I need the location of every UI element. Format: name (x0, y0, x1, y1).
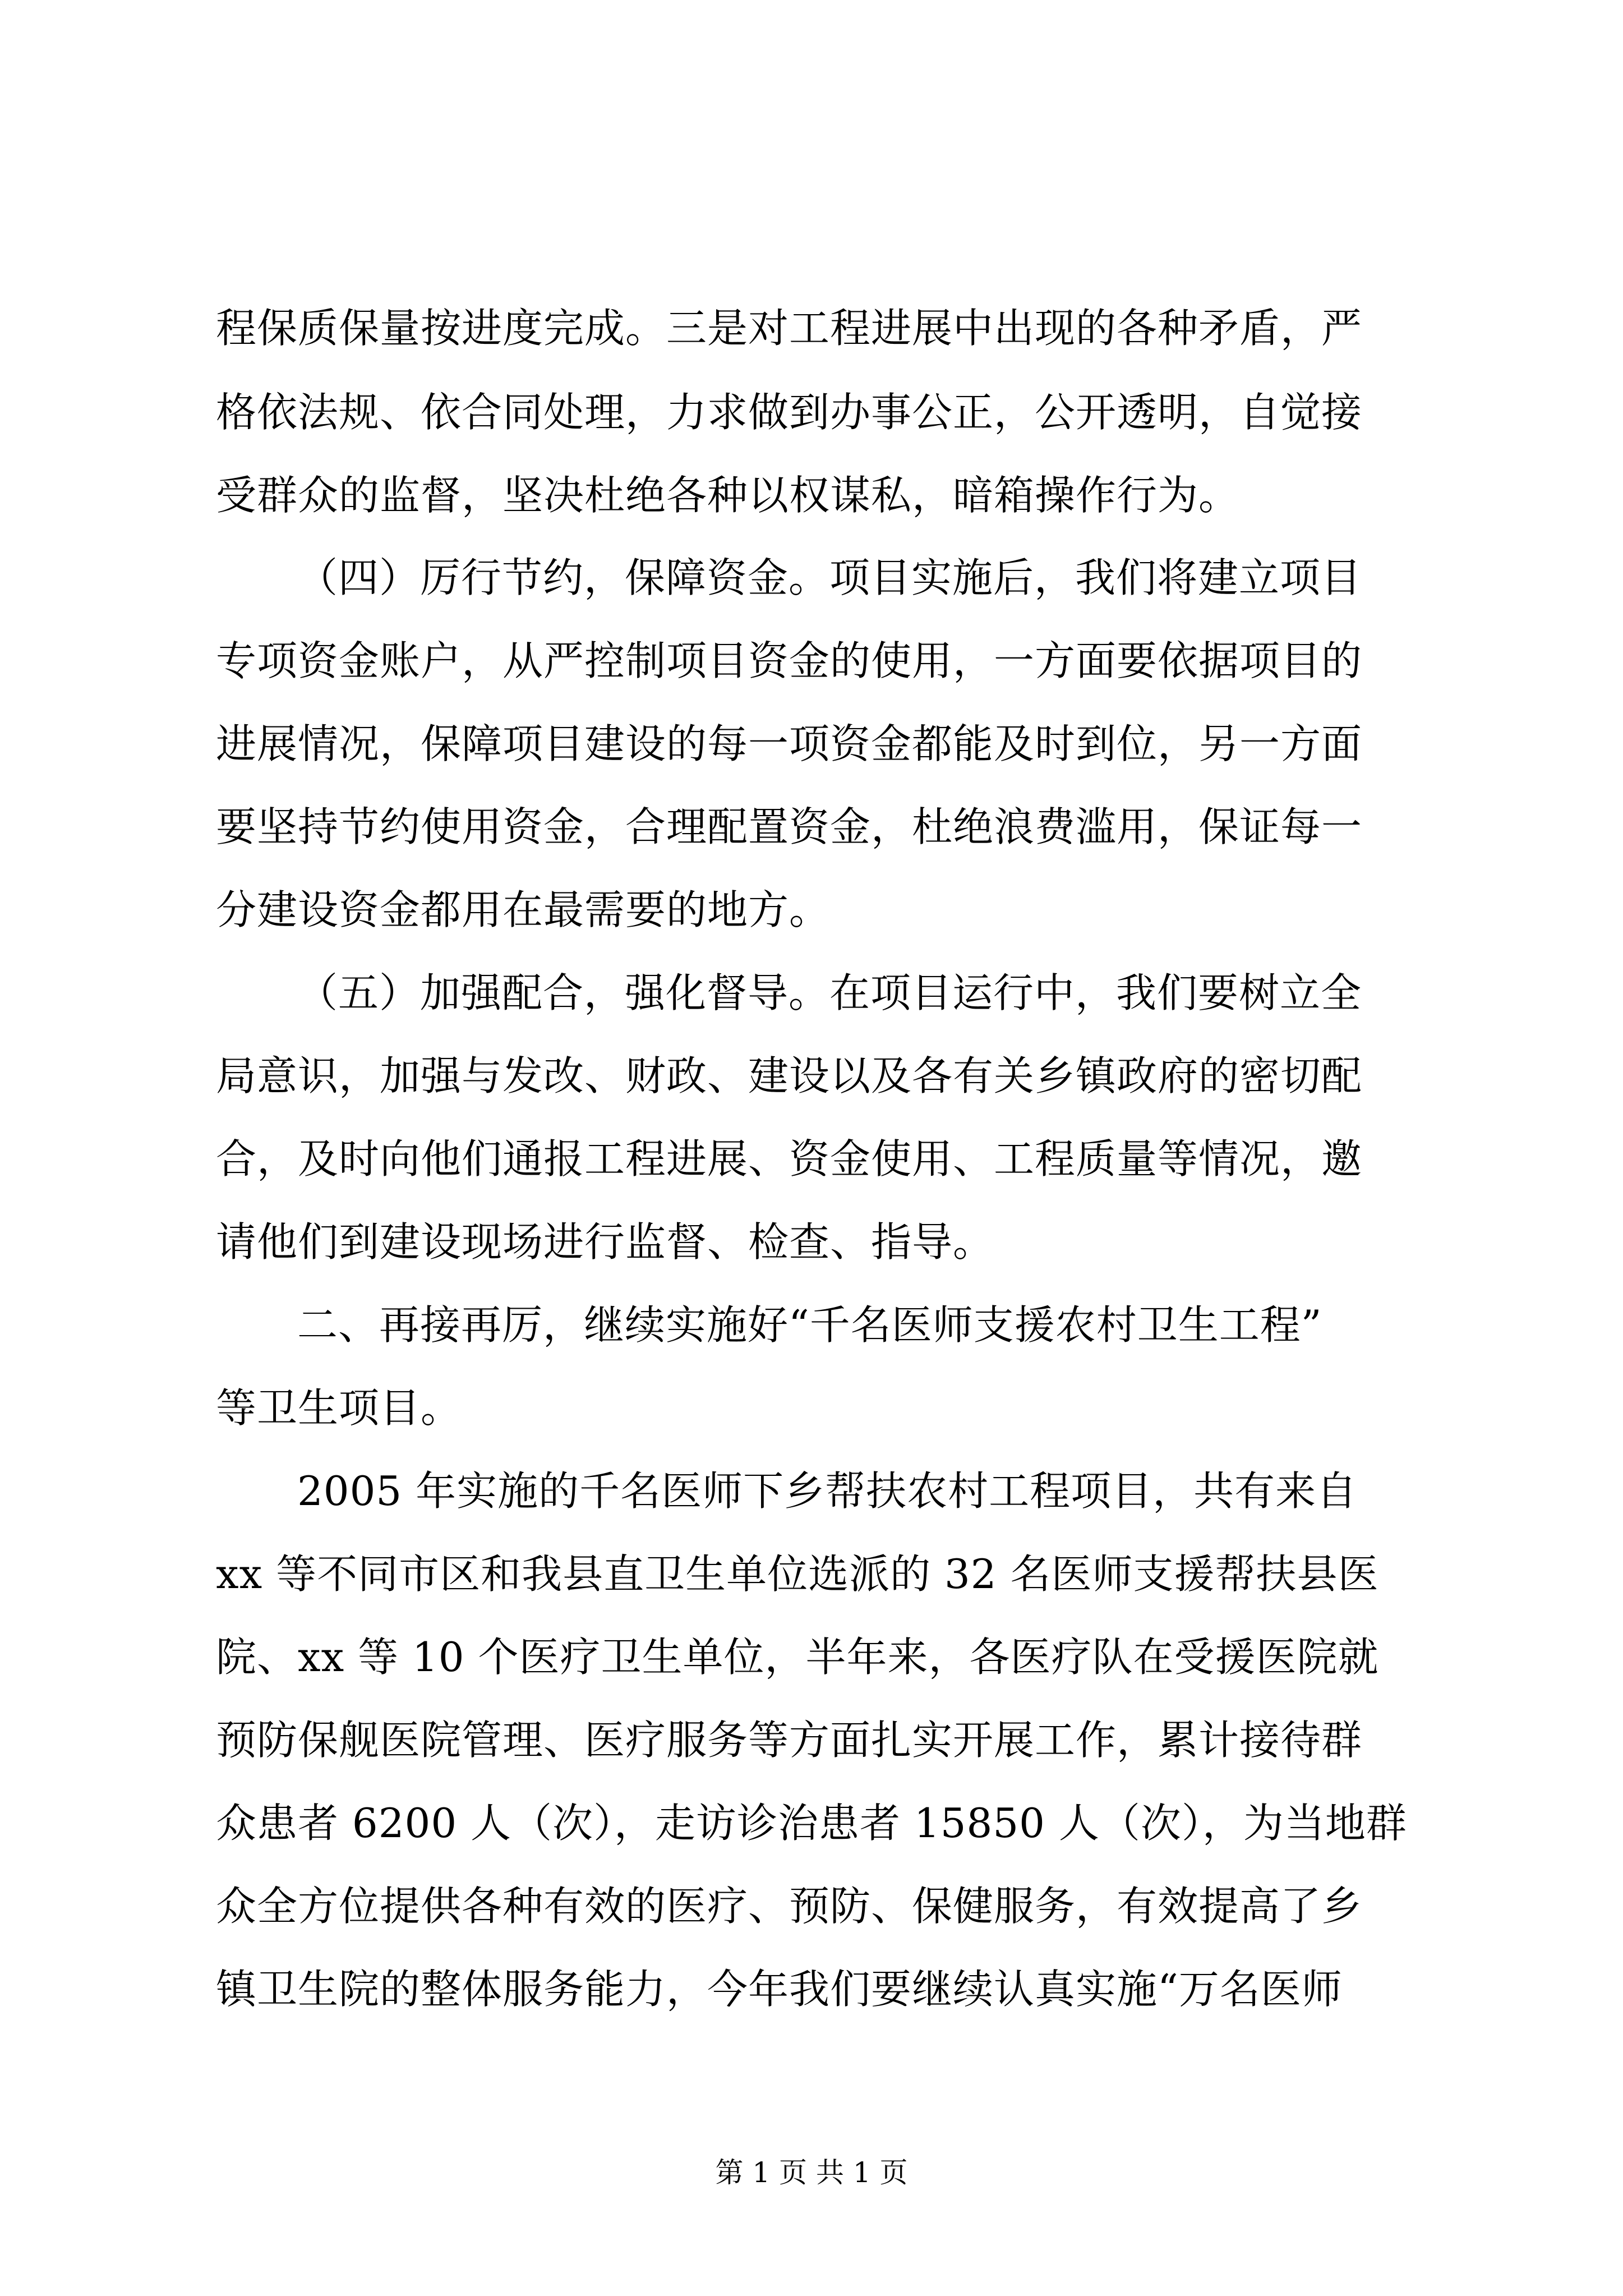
section-heading-line: 等卫生项目。 (216, 1384, 462, 1432)
section-heading-line: 二、再接再厉，继续实施好“千名医师支援农村卫生工程” (297, 1301, 1322, 1349)
text-line: 要坚持节约使用资金，合理配置资金，杜绝浪费滥用，保证每一 (216, 803, 1363, 850)
text-line: 程保质保量按进度完成。三是对工程进展中出现的各种矛盾，严 (216, 305, 1363, 352)
text-line: xx 等不同市区和我县直卫生单位选派的 32 名医师支援帮扶县医 (216, 1550, 1379, 1598)
paragraph-start-line: 2005 年实施的千名医师下乡帮扶农村工程项目，共有来自 (297, 1467, 1358, 1515)
text-line: 众全方位提供各种有效的医疗、预防、保健服务，有效提高了乡 (216, 1883, 1363, 1930)
text-line: 院、xx 等 10 个医疗卫生单位，半年来，各医疗队在受援医院就 (216, 1634, 1379, 1681)
text-line: 进展情况，保障项目建设的每一项资金都能及时到位，另一方面 (216, 720, 1363, 767)
text-line: 众患者 6200 人（次），走访诊治患者 15850 人（次），为当地群 (216, 1800, 1407, 1847)
text-line: 专项资金账户，从严控制项目资金的使用，一方面要依据项目的 (216, 637, 1363, 684)
text-line: 合，及时向他们通报工程进展、资金使用、工程质量等情况，邀 (216, 1135, 1363, 1182)
paragraph-start-line: （四）厉行节约，保障资金。项目实施后，我们将建立项目 (297, 554, 1362, 601)
page-footer: 第 1 页 共 1 页 (715, 2156, 908, 2189)
text-line: 请他们到建设现场进行监督、检查、指导。 (216, 1218, 994, 1266)
text-line: 预防保舰医院管理、医疗服务等方面扎实开展工作，累计接待群 (216, 1717, 1363, 1764)
text-line: 受群众的监督，坚决杜绝各种以权谋私，暗箱操作行为。 (216, 472, 1240, 519)
paragraph-start-line: （五）加强配合，强化督导。在项目运行中，我们要树立全 (297, 969, 1362, 1016)
text-line: 分建设资金都用在最需要的地方。 (216, 886, 831, 933)
text-line: 局意识，加强与发改、财政、建设以及各有关乡镇政府的密切配 (216, 1052, 1363, 1099)
text-line: 镇卫生院的整体服务能力，今年我们要继续认真实施“万名医师 (216, 1966, 1343, 2013)
text-line: 格依法规、依合同处理，力求做到办事公正，公开透明，自觉接 (216, 389, 1363, 436)
